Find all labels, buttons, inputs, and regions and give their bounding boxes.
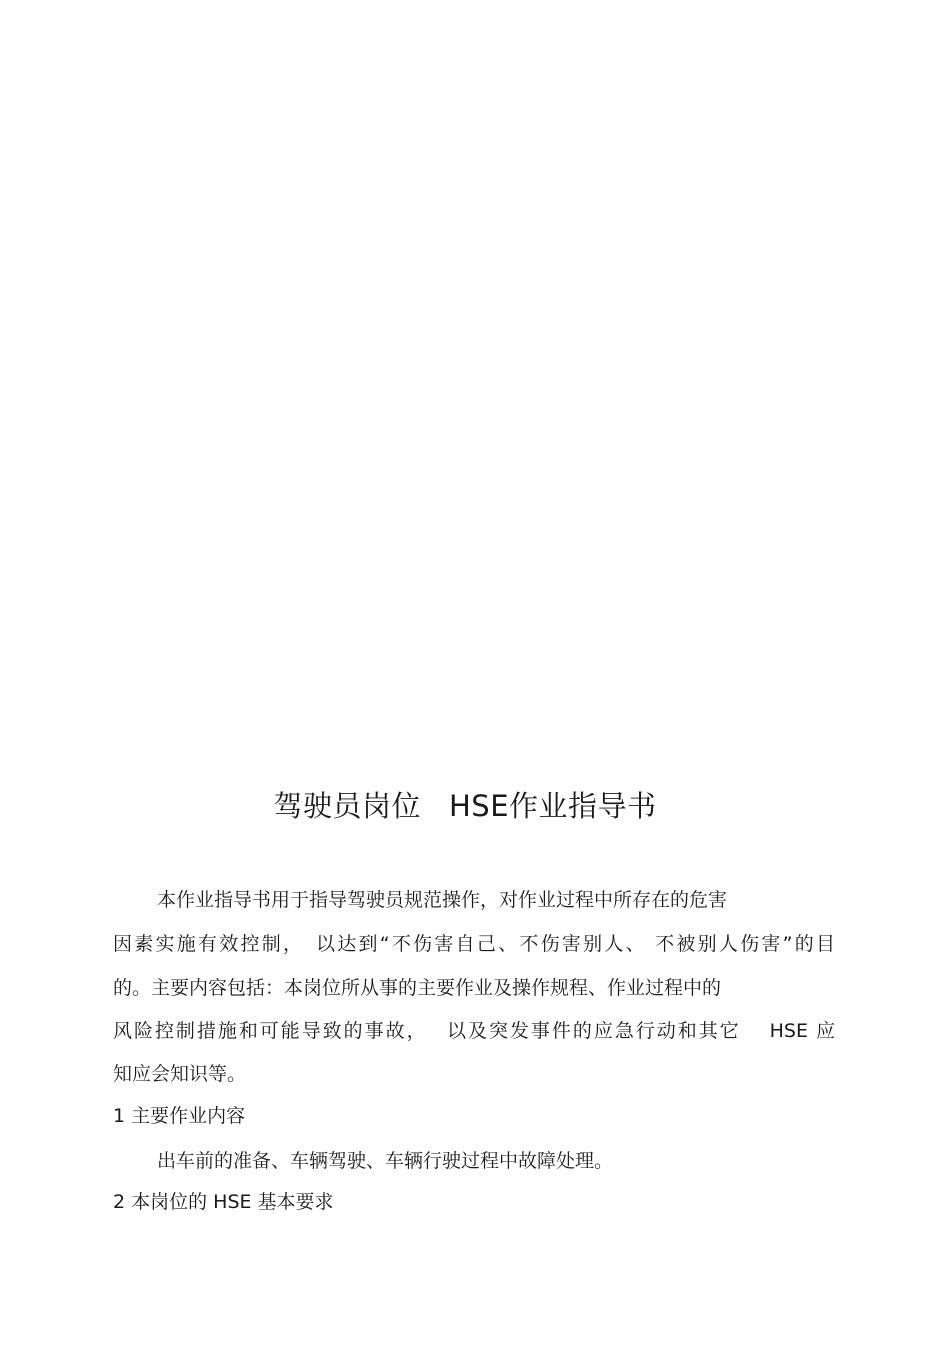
title-job-name: 驾驶员岗位 — [273, 789, 421, 823]
intro-line-3: 的。主要内容包括：本岗位所从事的主要作业及操作规程、作业过程中的 — [113, 977, 722, 999]
title-guide-name: HSE作业指导书 — [448, 789, 657, 823]
intro-line-2: 因素实施有效控制， 以达到“不伤害自己、不伤害别人、 不被别人伤害”的目 — [113, 933, 835, 955]
document-title — [0, 786, 930, 826]
section-2-heading: 2 本岗位的 HSE 基本要求 — [113, 1191, 334, 1213]
section-1-heading: 1 主要作业内容 — [113, 1105, 246, 1127]
section-1-body: 出车前的准备、车辆驾驶、车辆行驶过程中故障处理。 — [157, 1150, 614, 1172]
intro-line-5: 知应会知识等。 — [113, 1063, 247, 1085]
intro-line-1: 本作业指导书用于指导驾驶员规范操作，对作业过程中所存在的危害 — [157, 889, 728, 911]
intro-line-4: 风险控制措施和可能导致的事故， 以及突发事件的应急行动和其它 HSE 应 — [113, 1020, 835, 1042]
